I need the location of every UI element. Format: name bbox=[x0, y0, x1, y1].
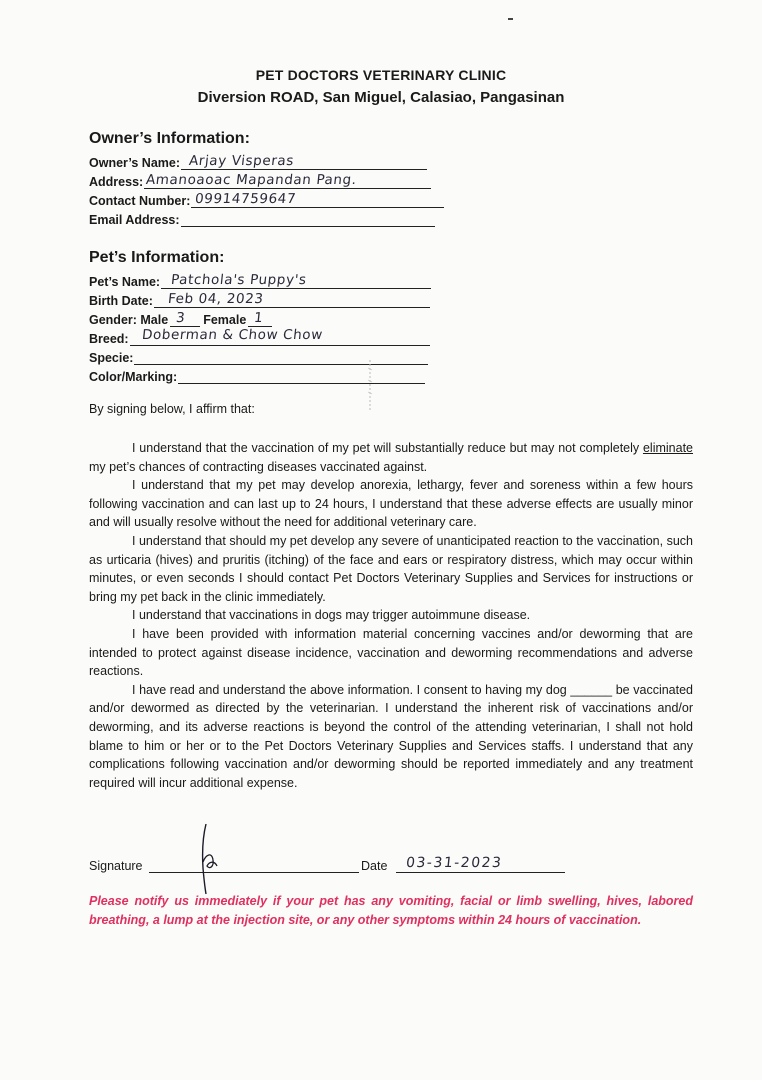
breed-value: Doberman & Chow Chow bbox=[140, 327, 324, 343]
breed-field bbox=[89, 328, 430, 346]
p6-text: I have read and understand the above information. I consent to having my dog bbox=[132, 682, 571, 697]
owner-address-line[interactable] bbox=[144, 172, 431, 189]
male-count-value: 3 bbox=[175, 310, 187, 326]
color-field bbox=[89, 366, 425, 384]
owner-contact-line[interactable] bbox=[191, 191, 444, 208]
owner-email-label: Email Address: bbox=[89, 213, 180, 227]
owner-name-label: Owner’s Name: bbox=[89, 156, 181, 170]
owner-name-value: Arjay Visperas bbox=[188, 153, 295, 169]
dog-name-blank[interactable]: ______ bbox=[570, 682, 613, 697]
consent-body bbox=[89, 439, 693, 792]
consent-paragraph-3: I understand that should my pet develop any severe of unanticipated reaction to the vaccination, such as urticaria (hives) and pruritis (itching) of the face and ears or respiratory distress, which may occur within minutes, or even seconds I should contact Pet Doctors Veterinary Supplies and Services for instructions or bring my pet back in the clinic immediately. bbox=[89, 533, 693, 604]
female-count-value: 1 bbox=[253, 310, 265, 326]
female-count-line[interactable] bbox=[248, 310, 272, 327]
owner-email-field bbox=[89, 209, 435, 227]
clinic-address: Diversion ROAD, San Miguel, Calasiao, Pangasinan bbox=[197, 89, 565, 106]
birth-date-value: Feb 04, 2023 bbox=[167, 291, 265, 307]
color-line[interactable] bbox=[178, 367, 425, 384]
birth-date-label: Birth Date: bbox=[89, 294, 153, 308]
owner-contact-value: 09914759647 bbox=[194, 191, 298, 207]
owner-address-field bbox=[89, 171, 431, 189]
birth-date-line[interactable] bbox=[154, 291, 430, 308]
owner-address-label: Address: bbox=[89, 175, 144, 189]
p6-text-end: be vaccinated and/or dewormed as directed by the veterinarian. I understand the inherent risk of vaccinations and/or deworming, and its adverse reactions is beyond the control of the attending veterinarian, I shall not hold blame to him or her or to the Pet Doctors Veterinary Supplies and Services staffs. I understand that any complications following vaccination and/or deworming should be reported immediately and any treatment required will incur additional expense. bbox=[89, 682, 694, 790]
p1-underlined: eliminate bbox=[642, 441, 693, 455]
pet-name-value: Patchola's Puppy's bbox=[170, 272, 308, 288]
owner-email-line[interactable] bbox=[181, 210, 435, 227]
owner-name-field bbox=[89, 152, 427, 170]
clinic-name: PET DOCTORS VETERINARY CLINIC bbox=[255, 67, 507, 83]
date-line[interactable] bbox=[396, 855, 565, 873]
date-label: Date bbox=[361, 859, 388, 873]
signature-label: Signature bbox=[89, 859, 143, 873]
signature-row bbox=[89, 855, 569, 875]
p1-text-end: my pet’s chances of contracting diseases vaccinated against. bbox=[89, 459, 428, 474]
consent-paragraph-6 bbox=[89, 681, 693, 793]
owner-name-line[interactable] bbox=[181, 153, 427, 170]
p1-text: I understand that the vaccination of my pet will substantially reduce but may not completely bbox=[132, 441, 643, 455]
breed-line[interactable] bbox=[130, 329, 430, 346]
pet-name-line[interactable] bbox=[161, 272, 431, 289]
specie-line[interactable] bbox=[134, 348, 428, 365]
owner-contact-label: Contact Number: bbox=[89, 194, 191, 208]
owner-section-title: Owner’s Information: bbox=[89, 130, 250, 147]
affirm-text: By signing below, I affirm that: bbox=[89, 402, 255, 416]
pet-name-label: Pet’s Name: bbox=[89, 275, 161, 289]
date-value: 03-31-2023 bbox=[405, 855, 504, 871]
specie-field bbox=[89, 347, 428, 365]
consent-paragraph-5: I have been provided with information material concerning vaccines and/or deworming that are intended to protect against disease incidence, vaccination and deworming recommendations and adverse reactions. bbox=[89, 626, 693, 679]
breed-label: Breed: bbox=[89, 332, 129, 346]
scan-smudge bbox=[367, 360, 373, 412]
consent-paragraph-1 bbox=[89, 439, 693, 476]
color-label: Color/Marking: bbox=[89, 370, 178, 384]
scan-speck bbox=[508, 18, 513, 20]
owner-address-value: Amanoaoac Mapandan Pang. bbox=[145, 172, 358, 188]
female-label: Female bbox=[203, 313, 247, 327]
consent-paragraph-4: I understand that vaccinations in dogs may trigger autoimmune disease. bbox=[132, 608, 531, 623]
symptoms-notice: Please notify us immediately if your pet has any vomiting, facial or limb swelling, hives, labored breathing, a lump at the injection site, or any other symptoms within 24 hours of vaccination. bbox=[89, 894, 693, 927]
specie-label: Specie: bbox=[89, 351, 134, 365]
pet-name-field bbox=[89, 271, 431, 289]
clinic-header bbox=[0, 66, 762, 108]
signature-line[interactable] bbox=[149, 872, 359, 873]
male-count-line[interactable] bbox=[170, 310, 200, 327]
owner-contact-field bbox=[89, 190, 444, 208]
consent-paragraph-2: I understand that my pet may develop anorexia, lethargy, fever and soreness within a few hours following vaccination and can last up to 24 hours, I understand that these adverse effects are usually minor and will usually resolve without the need for additional veterinary care. bbox=[89, 478, 693, 530]
pet-section-title: Pet’s Information: bbox=[89, 249, 225, 266]
birth-date-field bbox=[89, 290, 430, 308]
gender-field bbox=[89, 309, 275, 327]
handwritten-signature bbox=[196, 822, 222, 896]
gender-label: Gender: Male bbox=[89, 313, 169, 327]
